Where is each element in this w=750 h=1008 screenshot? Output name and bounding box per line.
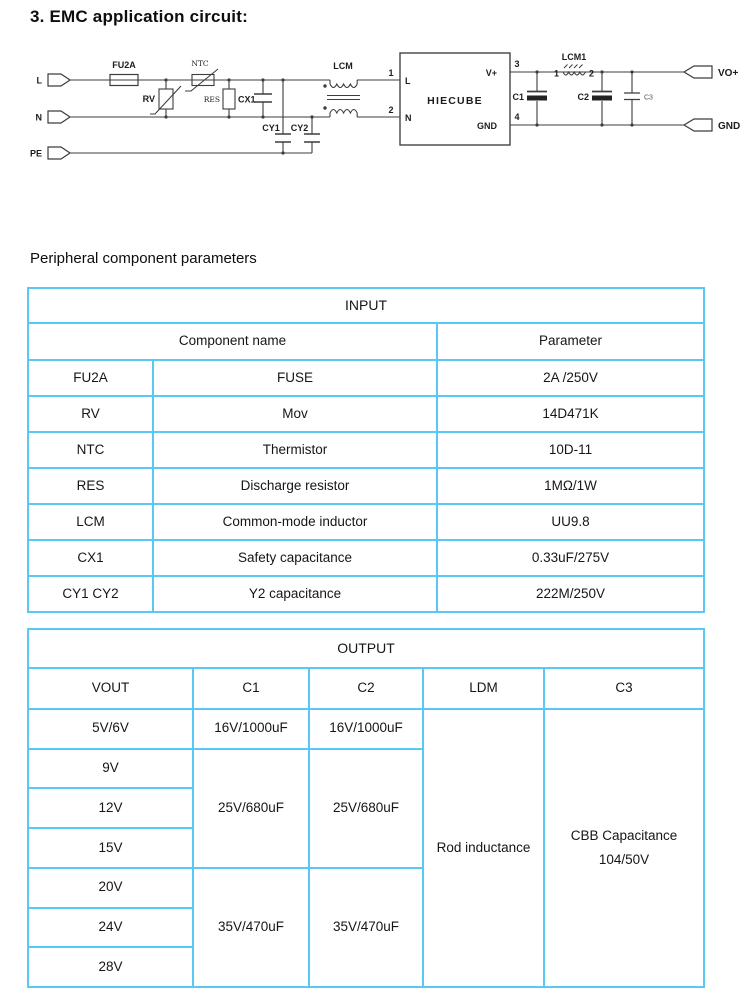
c1-symbol: [527, 92, 547, 101]
cell-vout: 15V: [28, 828, 193, 868]
table-row: [28, 668, 704, 709]
col-header-vout: VOUT: [28, 668, 193, 709]
module-pin3-label: 3: [514, 59, 520, 69]
table-row: [28, 432, 704, 468]
cell-vout: 20V: [28, 868, 193, 908]
module-vplus-label: V+: [485, 68, 497, 78]
cell-c3-line1: CBB Capacitance: [570, 828, 678, 844]
cell-name: Y2 capacitance: [153, 576, 437, 612]
cell-vout: 9V: [28, 749, 193, 789]
cx1-label: CX1: [238, 94, 256, 105]
cell-ref: LCM: [28, 504, 153, 540]
cell-param: UU9.8: [437, 504, 704, 540]
cell-ref: CY1 CY2: [28, 576, 153, 612]
cx1-symbol: [254, 94, 272, 102]
module-pin2-label: 2: [388, 105, 394, 115]
table-row: [28, 323, 704, 360]
cell-c2: 35V/470uF: [309, 868, 423, 987]
lcm-choke-symbol: [323, 80, 360, 117]
fuse-label: FU2A: [112, 60, 136, 70]
cell-ref: FU2A: [28, 360, 153, 396]
col-header-component-name: Component name: [28, 323, 437, 360]
lcm-label: LCM: [333, 61, 353, 71]
table-row: [28, 396, 704, 432]
table-row: [28, 540, 704, 576]
output-table-title: OUTPUT: [28, 629, 704, 668]
cell-name: Thermistor: [153, 432, 437, 468]
col-header-c3: C3: [544, 668, 704, 709]
gnd-out-label: GND: [718, 121, 741, 132]
lcm1-label: LCM1: [561, 52, 587, 62]
cell-param: 14D471K: [437, 396, 704, 432]
cell-c1: 25V/680uF: [193, 749, 309, 868]
lcm1-pin2-label: 2: [589, 68, 595, 79]
table-row: [28, 288, 704, 323]
cell-vout: 5V/6V: [28, 709, 193, 749]
input-table-title: INPUT: [28, 288, 704, 323]
terminal-gnd-out: [684, 119, 712, 131]
terminal-n-label: N: [35, 112, 42, 123]
cy2-symbol: [304, 134, 320, 142]
cell-vout: 12V: [28, 788, 193, 828]
terminal-vo-plus: [684, 66, 712, 78]
module-pin1-label: 1: [388, 68, 394, 78]
terminal-l-label: L: [36, 75, 42, 86]
col-header-ldm: LDM: [423, 668, 544, 709]
cell-vout: 24V: [28, 908, 193, 948]
terminal-l: [48, 74, 70, 86]
c2-symbol: [592, 92, 612, 101]
table-row: [28, 629, 704, 668]
cell-vout: 28V: [28, 947, 193, 987]
cell-ldm: Rod inductance: [423, 709, 544, 987]
cell-param: 222M/250V: [437, 576, 704, 612]
cell-ref: CX1: [28, 540, 153, 576]
cell-name: Common-mode inductor: [153, 504, 437, 540]
output-table: [27, 628, 705, 988]
table-row: [28, 576, 704, 612]
table-row: [28, 360, 704, 396]
res-symbol: [223, 89, 235, 109]
cy2-label: CY2: [290, 123, 309, 133]
cell-c3-line2: 104/50V: [598, 852, 650, 867]
module-l-label: L: [405, 76, 411, 86]
module-n-label: N: [405, 113, 412, 123]
cell-name: Safety capacitance: [153, 540, 437, 576]
cell-ref: RES: [28, 468, 153, 504]
table-row: [28, 504, 704, 540]
cell-c1: 16V/1000uF: [193, 709, 309, 749]
circuit-wires: [70, 72, 684, 153]
vo-plus-label: VO+: [718, 68, 739, 79]
table-row: [28, 709, 704, 749]
cell-param: 1MΩ/1W: [437, 468, 704, 504]
rv-label: RV: [142, 94, 155, 104]
cell-param: 0.33uF/275V: [437, 540, 704, 576]
cell-ref: NTC: [28, 432, 153, 468]
cell-c3: [544, 709, 704, 987]
terminal-n: [48, 111, 70, 123]
cell-c2: 16V/1000uF: [309, 709, 423, 749]
input-table: [27, 287, 705, 613]
emc-circuit-diagram: [0, 35, 750, 220]
page-title: 3. EMC application circuit:: [30, 7, 248, 26]
c2-label: C2: [577, 92, 589, 102]
col-header-c1: C1: [193, 668, 309, 709]
c3-label: C3: [644, 94, 653, 102]
junction-dots: [164, 70, 633, 154]
cell-c1: 35V/470uF: [193, 868, 309, 987]
circuit-svg: [0, 35, 750, 220]
module-pin4-label: 4: [514, 112, 520, 122]
params-heading: Peripheral component parameters: [30, 250, 257, 267]
cell-c2: 25V/680uF: [309, 749, 423, 868]
terminal-pe-label: PE: [29, 148, 42, 159]
module-gnd-label: GND: [477, 121, 497, 131]
col-header-parameter: Parameter: [437, 323, 704, 360]
cell-param: 10D-11: [437, 432, 704, 468]
table-row: [28, 468, 704, 504]
lcm1-pin1-label: 1: [553, 68, 559, 79]
lcm1-inductor-symbol: [563, 65, 585, 76]
res-label: RES: [203, 95, 220, 104]
cell-param: 2A /250V: [437, 360, 704, 396]
col-header-c2: C2: [309, 668, 423, 709]
cell-name: FUSE: [153, 360, 437, 396]
cy1-label: CY1: [262, 123, 280, 133]
ntc-label: NTC: [191, 59, 209, 68]
module-name-label: HIECUBE: [427, 95, 483, 107]
cell-name: Discharge resistor: [153, 468, 437, 504]
c3-symbol: [624, 93, 640, 100]
cell-ref: RV: [28, 396, 153, 432]
cell-name: Mov: [153, 396, 437, 432]
cy1-symbol: [275, 134, 291, 142]
c1-label: C1: [512, 92, 524, 102]
terminal-pe: [48, 147, 70, 159]
